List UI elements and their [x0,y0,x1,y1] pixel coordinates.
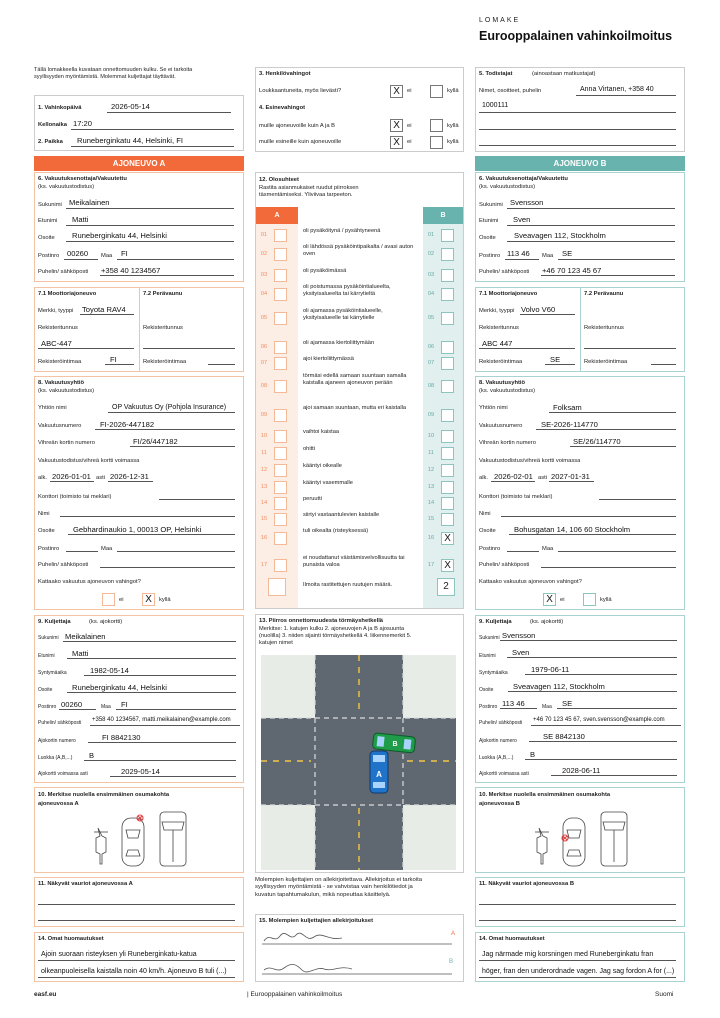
circumstance-b-checkbox[interactable] [441,430,454,443]
signature-a-marker: A [451,931,456,937]
b-card[interactable]: SE/26/114770 [573,437,621,446]
b-driver-surname-label: Sukunimi [479,635,500,641]
s3-yes-checkbox[interactable] [430,85,443,98]
consent-text: Molempien kuljettajien on allekirjoitettava. Allekirjoitus ei tarkoita syyllisyyden myöntämistä - se vahvistaa vain henkilötiedot ja kuvatun tapahtumakulun, mikä nopeuttaa käsittelyä. [255,877,422,898]
b-s11-title: 11. Näkyvät vauriot ajoneuvossa B [479,881,575,887]
circumstance-number-a: 07 [260,360,268,366]
a-office-phone-label: Puhelin/ sähköposti [38,562,89,568]
a-driver-address[interactable]: Runeberginkatu 44, Helsinki [72,683,167,692]
circumstance-text: oli lähdössä pysäköintipaikalta / avasi auton oven [303,244,414,258]
circumstance-b-checkbox[interactable] [441,409,454,422]
b-office-label: Konttori (toimisto tai meklari) [479,494,553,500]
a-driver-phone[interactable]: +358 40 1234567, matti.meikalainen@example.com [92,717,231,723]
total-label: Ilmoita rastitettujen ruutujen määrä. [303,582,393,588]
footer-country: Suomi [655,991,674,998]
a-s8-title: 8. Vakuutusyhtiö [38,380,85,386]
circumstance-a-checkbox[interactable] [274,559,287,572]
circumstance-b-checkbox[interactable] [441,229,454,242]
b-company-label: Yhtiön nimi [479,405,508,411]
s3-no-checkbox[interactable]: X [390,85,403,98]
circumstance-a-checkbox[interactable] [274,464,287,477]
date-label: 1. Vahinkopäivä [38,105,82,111]
circumstance-number-b: 03 [427,272,435,278]
b-postal[interactable]: 113 46 [507,249,530,258]
a-driver-firstname-label: Etunimi [38,653,55,659]
a-make[interactable]: Toyota RAV4 [82,305,126,314]
a-s10-title: 10. Merkitse nuolella ensimmäinen osumakohta ajoneuvossa A [38,792,170,808]
b-regc-label: Rekisteröintimaa [479,359,523,365]
circumstance-b-checkbox[interactable] [441,248,454,261]
b-to-label: asti [538,475,548,481]
b-company[interactable]: Folksam [553,403,582,412]
circumstance-number-a: 01 [260,232,268,238]
circumstance-text: kääntyi oikealle [303,463,342,469]
a-driver-postal[interactable]: 00260 [61,700,83,709]
a-remarks-line2[interactable]: olkeanpuoleisella kaistalla noin 40 km/h. Ajoneuvo B tuli (...) [41,968,227,975]
circumstance-number-b: 08 [427,383,435,389]
circumstance-text: oli pysäköimässä [303,268,347,274]
b-damage-question: Kattaako vakuutus ajoneuvon vahingot? [479,579,582,585]
b-s6-title: 6. Vakuutuksenottaja/Vakuutettu [479,176,568,182]
circumstance-number-a: 10 [260,433,268,439]
a-driver-dob-label: Syntymäaika [38,670,67,676]
a-license-label: Ajokortin numero [38,738,76,744]
circumstance-b-checkbox[interactable] [441,513,454,526]
b-remarks-line1[interactable]: Jag närmade mig korsningen med Runeberginkatu fran [482,951,654,958]
s3-question: Loukkaantuneita, myös lievästi? [259,88,342,94]
circumstance-number-b: 01 [427,232,435,238]
circumstance-number-b: 16 [427,535,435,541]
a-s71-title: 7.1 Moottoriajoneuvo [38,291,97,297]
circumstance-b-checkbox[interactable]: X [441,559,454,572]
b-office-address[interactable]: Bohusgatan 14, 106 60 Stockholm [514,525,631,534]
b-damage-yes-label: kyllä [600,597,612,603]
circumstance-number-b: 15 [427,516,435,522]
a-address-label: Osoite [38,235,55,241]
circumstance-a-checkbox[interactable] [274,341,287,354]
b-policy[interactable]: SE-2026-114770 [541,420,598,429]
s5-title: 5. Todistajat [479,71,513,77]
a-s6-sub: (ks. vakuutustodistus) [38,184,95,190]
a-reg[interactable]: ABC-447 [41,339,72,348]
b-s8-title: 8. Vakuutusyhtiö [479,380,526,386]
a-valid-from[interactable]: 2026-01-01 [52,472,91,481]
circumstance-b-checkbox[interactable] [441,312,454,325]
a-country[interactable]: FI [121,249,128,258]
a-postal[interactable]: 00260 [67,249,89,258]
b-trailer-reg-label: Rekisteritunnus [584,325,624,331]
a-s8-sub: (ks. vakuutustodistus) [38,388,95,394]
a-policy-label: Vakuutusnumero [38,423,82,429]
a-office-label: Konttori (toimisto tai meklari) [38,494,112,500]
circumstance-a-checkbox[interactable] [274,312,287,325]
a-regc[interactable]: FI [110,355,117,364]
b-vehicle-diagram[interactable] [529,808,639,870]
a-category-label: Luokka (A,B,...) [38,755,73,761]
intro-text: Tällä lomakkeella kuvataan onnettomuuden kulku. Se ei tarkoita syyllisyyden myöntämistä. Molemmat kuljettajat täyttävät. [34,67,193,80]
circumstance-text: törmäsi edellä samaan suuntaan samalla kaistalla ajaneen ajoneuvon perään [303,373,407,387]
circumstance-a-checkbox[interactable] [274,288,287,301]
circumstance-text: vaihtoi kaistaa [303,429,340,435]
car-b-label: B [392,741,398,748]
s4-q2-yes-checkbox[interactable] [430,136,443,149]
circumstance-number-a: 08 [260,383,268,389]
circumstance-b-checkbox[interactable] [441,380,454,393]
b-surname-label: Sukunimi [479,202,503,208]
b-driver-firstname[interactable]: Sven [512,648,530,657]
circumstance-a-checkbox[interactable] [274,229,287,242]
circumstance-text: oli poistumassa pysäköintialueelta, yksityisalueelta tai kärrytieltä [303,284,391,298]
s5-note: (ainoastaan matkustajat) [532,71,596,77]
b-valid-label: Vakuutustodistus/vihreä kortti voimassa [479,458,581,464]
a-s6-title: 6. Vakuutuksenottaja/Vakuutettu [38,176,127,182]
circumstance-number-b: 04 [427,291,435,297]
b-s72-title: 7.2 Perävaunu [584,291,624,297]
a-impact-marker [137,815,143,821]
total-b-box[interactable]: 2 [437,578,455,596]
a-s72-title: 7.2 Perävaunu [143,291,183,297]
b-s9-sub: (ks. ajokortti) [530,619,564,625]
a-reg-label: Rekisteritunnus [38,325,78,331]
b-driver-firstname-label: Etunimi [479,653,496,659]
a-office-address[interactable]: Gebhardinaukio 1, 00013 OP, Helsinki [73,525,202,534]
a-office-country-label: Maa [101,546,113,552]
a-address[interactable]: Runeberginkatu 44, Helsinki [72,231,167,240]
place-value[interactable]: Runeberginkatu 44, Helsinki, FI [77,136,183,145]
s4-q1-yes-checkbox[interactable] [430,119,443,132]
b-driver-postal[interactable]: 113 46 [502,699,525,708]
circumstance-number-b: 14 [427,500,435,506]
circumstance-a-checkbox[interactable] [274,357,287,370]
circumstance-text: ohitti [303,446,316,452]
b-driver-address[interactable]: Sveavagen 112, Stockholm [513,682,605,691]
circumstance-text: ajoi samaan suuntaan, mutta eri kaistalla [303,405,407,411]
s4-q2: muille esineille kuin ajoneuvoille [259,139,342,145]
s15-title: 15. Molempien kuljettajien allekirjoitukset [259,918,374,924]
b-address-label: Osoite [479,235,496,241]
b-make-label: Merkki, tyyppi [479,308,515,314]
circumstance-number-b: 12 [427,467,435,473]
circumstance-number-a: 14 [260,500,268,506]
a-office-postal-label: Postinro [38,546,60,552]
s3-title: 3. Henkilövahingot [259,71,311,77]
b-s14-title: 14. Omat huomautukset [479,936,545,942]
circumstance-a-checkbox[interactable] [274,447,287,460]
date-value[interactable]: 2026-05-14 [111,102,150,111]
b-driver-country[interactable]: SE [562,699,573,708]
s12-col-b-bg [423,207,463,608]
circumstance-b-checkbox[interactable] [441,357,454,370]
circumstance-text: oli pysäköitynä / pysähtyneenä [303,228,381,234]
s3-yes-label: kyllä [447,88,459,94]
circumstance-text: oli ajamassa kiertoliittymään [303,340,375,346]
a-driver-country-label: Maa [101,704,111,710]
circumstance-number-a: 11 [261,450,267,456]
form-title: Eurooppalainen vahinkoilmoitus [479,29,673,43]
b-license-expiry-label: Ajokortti voimassa asti [479,771,529,777]
circumstance-a-checkbox[interactable] [274,409,287,422]
a-driver-phone-label: Puhelin/ sähköposti [38,720,82,726]
circumstance-number-a: 13 [260,484,268,490]
accident-sketch[interactable] [261,655,456,870]
form-kicker: LOMAKE [479,17,521,24]
b-driver-address-label: Osoite [479,687,494,693]
place-label: 2. Paikka [38,139,63,145]
circumstance-text: tuli oikealta (risteyksessä) [303,528,369,534]
circumstance-number-a: 06 [260,344,268,350]
b-office-country-label: Maa [542,546,554,552]
circumstance-a-checkbox[interactable] [274,532,287,545]
total-a-box[interactable] [268,578,286,596]
a-damage-question: Kattaako vakuutus ajoneuvon vahingot? [38,579,141,585]
a-driver-dob[interactable]: 1982-05-14 [90,666,129,675]
circumstance-number-b: 06 [427,344,435,350]
s12-col-b-header: B [423,207,463,224]
b-surname[interactable]: Svensson [510,198,544,207]
circumstance-number-a: 03 [260,272,268,278]
circumstance-a-checkbox[interactable] [274,497,287,510]
a-firstname[interactable]: Matti [72,215,89,224]
a-card-label: Vihreän kortin numero [38,440,95,446]
a-category[interactable]: B [89,751,95,760]
b-license-expiry[interactable]: 2028-06-11 [562,766,601,775]
a-office-address-label: Osoite [38,528,55,534]
b-s71-title: 7.1 Moottoriajoneuvo [479,291,538,297]
s4-title: 4. Esinevahingot [259,105,306,111]
a-country-label: Maa [101,253,113,259]
circumstance-b-checkbox[interactable] [441,288,454,301]
b-make[interactable]: Volvo V60 [521,305,556,314]
circumstance-b-checkbox[interactable]: X [441,532,454,545]
a-surname[interactable]: Meikalainen [69,198,110,207]
circumstance-a-checkbox[interactable] [274,481,287,494]
a-from-label: alk. [38,475,48,481]
vehicle-a-header: AJONEUVO A [34,156,244,171]
a-policy[interactable]: FI-2026-447182 [100,420,155,429]
b-damage-no-checkbox[interactable]: X [543,593,556,606]
circumstance-number-a: 09 [260,412,268,418]
s12-title: 12. Olosuhteet [259,177,299,183]
b-country-label: Maa [542,253,554,259]
a-s14-title: 14. Omat huomautukset [38,936,104,942]
b-firstname-label: Etunimi [479,218,499,224]
footer-site[interactable]: easf.eu [34,991,57,998]
s4-q2-yes-label: kyllä [447,139,459,145]
s4-q2-no-checkbox[interactable]: X [390,136,403,149]
circumstance-number-a: 15 [260,516,268,522]
circumstance-b-checkbox[interactable] [441,341,454,354]
a-license-expiry[interactable]: 2029-05-14 [121,767,160,776]
a-vehicle-diagram[interactable] [88,808,198,870]
a-valid-to[interactable]: 2026-12-31 [110,472,149,481]
b-regc[interactable]: SE [550,355,561,364]
circumstance-text: siirtyi vastaantulevien kaistalle [303,512,380,518]
a-driver-address-label: Osoite [38,687,53,693]
b-reg-label: Rekisteritunnus [479,325,519,331]
a-driver-firstname[interactable]: Matti [72,649,89,658]
b-s10-title: 10. Merkitse nuolella ensimmäinen osumakohta ajoneuvossa B [479,792,611,808]
s12-col-a-header: A [256,207,298,224]
b-phone[interactable]: +46 70 123 45 67 [542,266,602,275]
circumstance-a-checkbox[interactable] [274,269,287,282]
circumstance-b-checkbox[interactable] [441,447,454,460]
b-phone-label: Puhelin/ sähköposti [479,269,530,275]
a-firstname-label: Etunimi [38,218,58,224]
b-office-phone-label: Puhelin/ sähköposti [479,562,530,568]
circumstance-a-checkbox[interactable] [274,380,287,393]
circumstance-number-b: 09 [427,412,435,418]
circumstance-number-b: 02 [427,251,435,257]
a-company-label: Yhtiön nimi [38,405,67,411]
a-card[interactable]: FI/26/447182 [133,437,178,446]
signature-b-marker: B [449,959,454,965]
b-from-label: alk. [479,475,489,481]
circumstance-number-a: 02 [260,251,268,257]
s4-q2-no-label: ei [407,139,412,145]
b-office-address-label: Osoite [479,528,496,534]
circumstance-b-checkbox[interactable] [441,464,454,477]
circumstance-number-b: 17 [427,562,435,568]
circumstance-number-a: 12 [260,467,268,473]
circumstance-text: ei noudattanut väistämisvelvollisuutta tai punaista valoa [303,555,405,569]
time-value[interactable]: 17:20 [73,119,93,128]
s4-q1-yes-label: kyllä [447,123,459,129]
b-driver-dob-label: Syntymäaika [479,670,508,676]
b-s6-sub: (ks. vakuutustodistus) [479,184,536,190]
b-damage-yes-checkbox[interactable] [583,593,596,606]
footer-title: | Eurooppalainen vahinkoilmoitus [247,991,343,998]
circumstance-text: peruutti [303,496,322,502]
s12-sub: Rastita asianmukaiset ruudut piirroksen täsmentämiseksi. Yliviivaa tarpeeton. [259,185,359,199]
s4-q1-no-label: ei [407,123,412,129]
b-office-name-label: Nimi [479,511,491,517]
a-trailer-reg-label: Rekisteritunnus [143,325,183,331]
a-driver-surname-label: Sukunimi [38,635,59,641]
circumstance-text: ajoi kiertoliittymässä [303,356,354,362]
s4-q1: muille ajoneuvoille kuin A ja B [259,123,336,129]
b-address[interactable]: Sveavagen 112, Stockholm [514,231,606,240]
s13-desc: Merkitse: 1. katujen kulku 2. ajoneuvojen A ja B ajosuunta (nuolilla) 3. niiden sijainti törmäyshetkellä 4. liikennemerkit 5. katujen nimet [259,626,412,647]
vehicle-b-header: AJONEUVO B [475,156,685,171]
b-license-label: Ajokortin numero [479,738,517,744]
circumstance-number-a: 05 [260,315,268,321]
b-s9-title: 9. Kuljettaja [479,619,512,625]
circumstance-text: oli ajamassa pysäköintialueelle, yksityisalueelle tai kärrytielle [303,308,383,322]
b-driver-phone[interactable]: +46 70 123 45 67, sven.svensson@example.com [533,717,665,723]
section-witnesses [475,67,685,152]
s3-no-label: ei [407,88,412,94]
a-office-name-label: Nimi [38,511,50,517]
s13-title: 13. Piirros onnettomuudesta törmäyshetkellä [259,618,384,624]
a-damage-no-label: ei [119,597,124,603]
b-country[interactable]: SE [562,249,573,258]
circumstance-b-checkbox[interactable] [441,481,454,494]
witness-line2[interactable]: 1000111 [482,102,509,109]
a-regc-label: Rekisteröintimaa [38,359,82,365]
b-s8-sub: (ks. vakuutustodistus) [479,388,536,394]
time-label: Kellonaika [38,122,67,128]
b-driver-country-label: Maa [542,704,552,710]
circumstance-number-a: 17 [260,562,268,568]
b-postal-label: Postinro [479,253,501,259]
b-valid-from[interactable]: 2026-02-01 [494,472,533,481]
b-driver-postal-label: Postinro [479,704,498,710]
b-card-label: Vihreän kortin numero [479,440,536,446]
b-driver-phone-label: Puhelin/ sähköposti [479,720,523,726]
a-phone[interactable]: +358 40 1234567 [101,266,161,275]
a-driver-postal-label: Postinro [38,704,57,710]
b-damage-no-label: ei [560,597,565,603]
a-make-label: Merkki, tyyppi [38,308,74,314]
a-to-label: asti [96,475,106,481]
b-category[interactable]: B [530,750,536,759]
circumstance-number-b: 10 [427,433,435,439]
circumstance-text: kääntyi vasemmalle [303,480,353,486]
b-policy-label: Vakuutusnumero [479,423,523,429]
b-category-label: Luokka (A,B,...) [479,755,514,761]
a-postal-label: Postinro [38,253,60,259]
a-damage-yes-label: kyllä [159,597,171,603]
b-driver-dob[interactable]: 1979-06-11 [531,665,570,674]
circumstance-number-a: 16 [260,535,268,541]
b-reg[interactable]: ABC 447 [482,339,513,348]
circumstance-a-checkbox[interactable] [274,430,287,443]
circumstance-b-checkbox[interactable] [441,497,454,510]
signature-a[interactable] [262,930,452,946]
circumstance-b-checkbox[interactable] [441,269,454,282]
a-valid-label: Vakuutustodistus/vihreä kortti voimassa [38,458,140,464]
a-license-expiry-label: Ajokortti voimassa asti [38,771,88,777]
circumstance-number-a: 04 [260,291,268,297]
b-remarks-line2[interactable]: höger, fran den underordnade vagen. Jag sag fordon A for (...) [482,968,675,975]
circumstance-a-checkbox[interactable] [274,513,287,526]
a-surname-label: Sukunimi [38,202,62,208]
a-driver-country[interactable]: FI [121,700,128,709]
b-valid-to[interactable]: 2027-01-31 [551,472,590,481]
circumstance-number-b: 07 [427,360,435,366]
b-office-postal-label: Postinro [479,546,501,552]
witness-name[interactable]: Anna Virtanen, +358 40 [580,86,654,93]
b-trailer-regc-label: Rekisteröintimaa [584,359,628,365]
circumstance-number-b: 05 [427,315,435,321]
b-driver-surname[interactable]: Svensson [502,631,536,640]
circumstance-a-checkbox[interactable] [274,248,287,261]
a-phone-label: Puhelin/ sähköposti [38,269,89,275]
signature-b[interactable] [262,960,452,976]
car-a-label: A [376,770,382,779]
a-company[interactable]: OP Vakuutus Oy (Pohjola Insurance) [112,404,227,411]
circumstance-number-b: 13 [427,484,435,490]
a-damage-no-checkbox[interactable] [102,593,115,606]
a-s9-title: 9. Kuljettaja [38,619,71,625]
a-s9-sub: (ks. ajokortti) [89,619,123,625]
a-trailer-regc-label: Rekisteröintimaa [143,359,187,365]
s12-col-a-bg [256,207,298,608]
a-license[interactable]: FI 8842130 [102,733,141,742]
s5-names-label: Nimet, osoitteet, puhelin [479,88,542,94]
a-s11-title: 11. Näkyvät vauriot ajoneuvossa A [38,881,133,887]
a-driver-surname[interactable]: Meikalainen [65,632,106,641]
a-damage-yes-checkbox[interactable]: X [142,593,155,606]
b-firstname[interactable]: Sven [513,215,531,224]
s4-q1-no-checkbox[interactable]: X [390,119,403,132]
b-license[interactable]: SE 8842130 [543,732,585,741]
circumstance-number-b: 11 [428,450,434,456]
a-remarks-line1[interactable]: Ajoin suoraan risteyksen yli Runeberginkatu-katua [41,951,197,958]
